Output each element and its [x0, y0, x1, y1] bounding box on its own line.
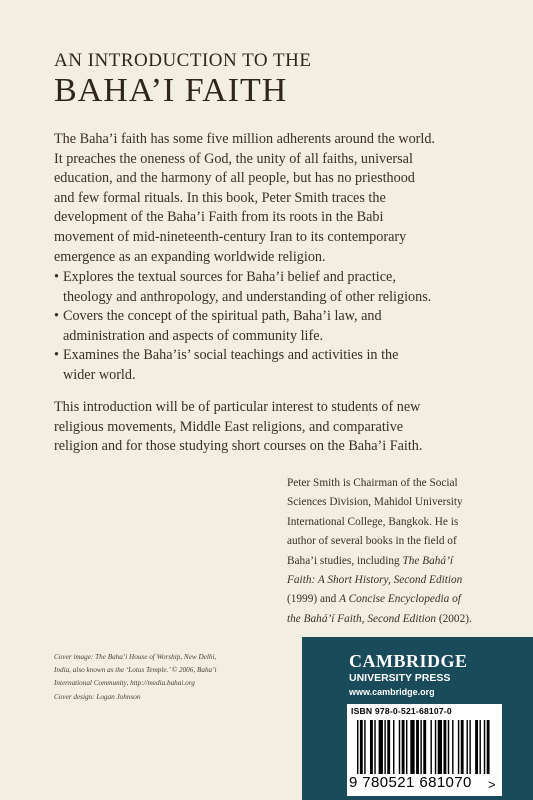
feature-bullet-list [54, 268, 494, 386]
bio-line: International College, Bangkok. He is [287, 515, 459, 528]
isbn-barcode-box [347, 704, 502, 796]
barcode-bar [435, 720, 436, 774]
bio-line [287, 552, 502, 571]
barcode-bar [423, 720, 426, 774]
bullet-marker: • [54, 347, 59, 364]
bio-line: author of several books in the field of [287, 535, 457, 548]
barcode-bar [469, 720, 470, 774]
barcode-bar [406, 720, 407, 774]
bullet-line: theology and anthropology, and understanding of other religions. [63, 288, 432, 305]
bullet-line: administration and aspects of community life. [63, 327, 324, 344]
barcode-bar [399, 720, 400, 774]
barcode-bar [420, 720, 421, 774]
publisher-url: www.cambridge.org [349, 687, 435, 697]
intro-line: development of the Baha’i Faith from its roots in the Babi [54, 209, 384, 226]
barcode-bar [475, 720, 478, 774]
barcode-bar [487, 720, 490, 774]
bullet-item [54, 346, 494, 385]
barcode-chevron: > [488, 777, 496, 792]
bio-text: Baha’i studies, including [287, 554, 403, 567]
credits-line: Cover image: The Baha’i House of Worship, New Delhi, [54, 653, 217, 661]
bullet-marker: • [54, 308, 59, 325]
barcode-bar [467, 720, 468, 774]
barcode-bar [387, 720, 390, 774]
isbn-label: ISBN 978-0-521-68107-0 [351, 706, 452, 716]
heading-subtitle: AN INTRODUCTION TO THE [54, 50, 312, 71]
closing-line: This introduction will be of particular interest to students of new [54, 399, 421, 415]
barcode-bar [479, 720, 480, 774]
barcode-bar [443, 720, 446, 774]
publisher-logo-name: CAMBRIDGE [349, 651, 468, 671]
book-title: BAHA’I FAITH [54, 72, 288, 109]
barcode-bar [416, 720, 419, 774]
bio-text: (2002). [436, 612, 472, 625]
barcode-digits: 9 780521 681070 [349, 774, 472, 791]
barcode-bar [364, 720, 365, 774]
publisher-panel [302, 637, 533, 800]
barcode-bar [402, 720, 405, 774]
closing-line: religious movements, Middle East religions, and comparative [54, 418, 404, 435]
cover-credits [54, 651, 259, 704]
bullet-line: Covers the concept of the spiritual path, Baha’i law, and [63, 308, 382, 325]
barcode-bar [360, 720, 363, 774]
bio-line [287, 590, 502, 609]
bio-book-title: The Bahá’í [402, 554, 453, 567]
intro-line: movement of mid-nineteenth-century Iran to its contemporary [54, 228, 407, 245]
bio-line: Peter Smith is Chairman of the Social [287, 477, 458, 489]
barcode-bar [384, 720, 385, 774]
intro-line: It preaches the oneness of God, the unity of all faiths, universal [54, 150, 413, 167]
intro-line: The Baha’i faith has some five million adherents around the world. [54, 131, 435, 147]
bio-line [287, 610, 502, 629]
credits-line: India, also known as the ‘Lotus Temple.’ © 2006, Baha’i [54, 666, 217, 675]
barcode-icon [357, 720, 491, 778]
barcode-bar [370, 720, 373, 774]
barcode-bar [458, 720, 459, 774]
credits-line: International Community, http://media.bahai.org [54, 679, 195, 688]
bio-book-title: Faith: A Short History, Second Edition [287, 574, 463, 587]
publisher-logo-subtitle: UNIVERSITY PRESS [349, 672, 451, 684]
barcode-bar [452, 720, 453, 774]
barcode-bar [379, 720, 383, 774]
bullet-item [54, 307, 494, 346]
bio-text: (1999) and [287, 593, 340, 606]
barcode-bar [484, 720, 485, 774]
barcode-bar [448, 720, 449, 774]
bullet-line: Examines the Baha’is’ social teachings and activities in the [63, 347, 399, 364]
barcode-bar [357, 720, 358, 774]
bio-book-title: the Bahá’í Faith, Second Edition [287, 612, 437, 625]
bullet-item [54, 268, 494, 307]
bullet-line: Explores the textual sources for Baha’i belief and practice, [63, 269, 396, 285]
closing-line: religion and for those studying short courses on the Baha’i Faith. [54, 438, 423, 455]
barcode-bar [461, 720, 464, 774]
credits-line: Cover design: Logan Johnson [54, 692, 141, 701]
bio-line [287, 571, 502, 590]
barcode-bar [430, 720, 431, 774]
barcode-bar [410, 720, 414, 774]
intro-paragraph [54, 130, 494, 267]
author-bio [287, 474, 502, 629]
barcode-bar [374, 720, 375, 774]
intro-line: and few formal rituals. In this book, Peter Smith traces the [54, 189, 386, 206]
barcode-bar [438, 720, 442, 774]
barcode-bar [393, 720, 394, 774]
bio-line: Sciences Division, Mahidol University [287, 496, 463, 509]
closing-paragraph [54, 398, 494, 457]
bullet-marker: • [54, 269, 59, 285]
intro-line: emergence as an expanding worldwide religion. [54, 248, 326, 265]
bullet-line: wider world. [63, 366, 136, 383]
bio-book-title: A Concise Encyclopedia of [339, 593, 461, 606]
intro-line: education, and the harmony of all people, but has no priesthood [54, 170, 415, 187]
